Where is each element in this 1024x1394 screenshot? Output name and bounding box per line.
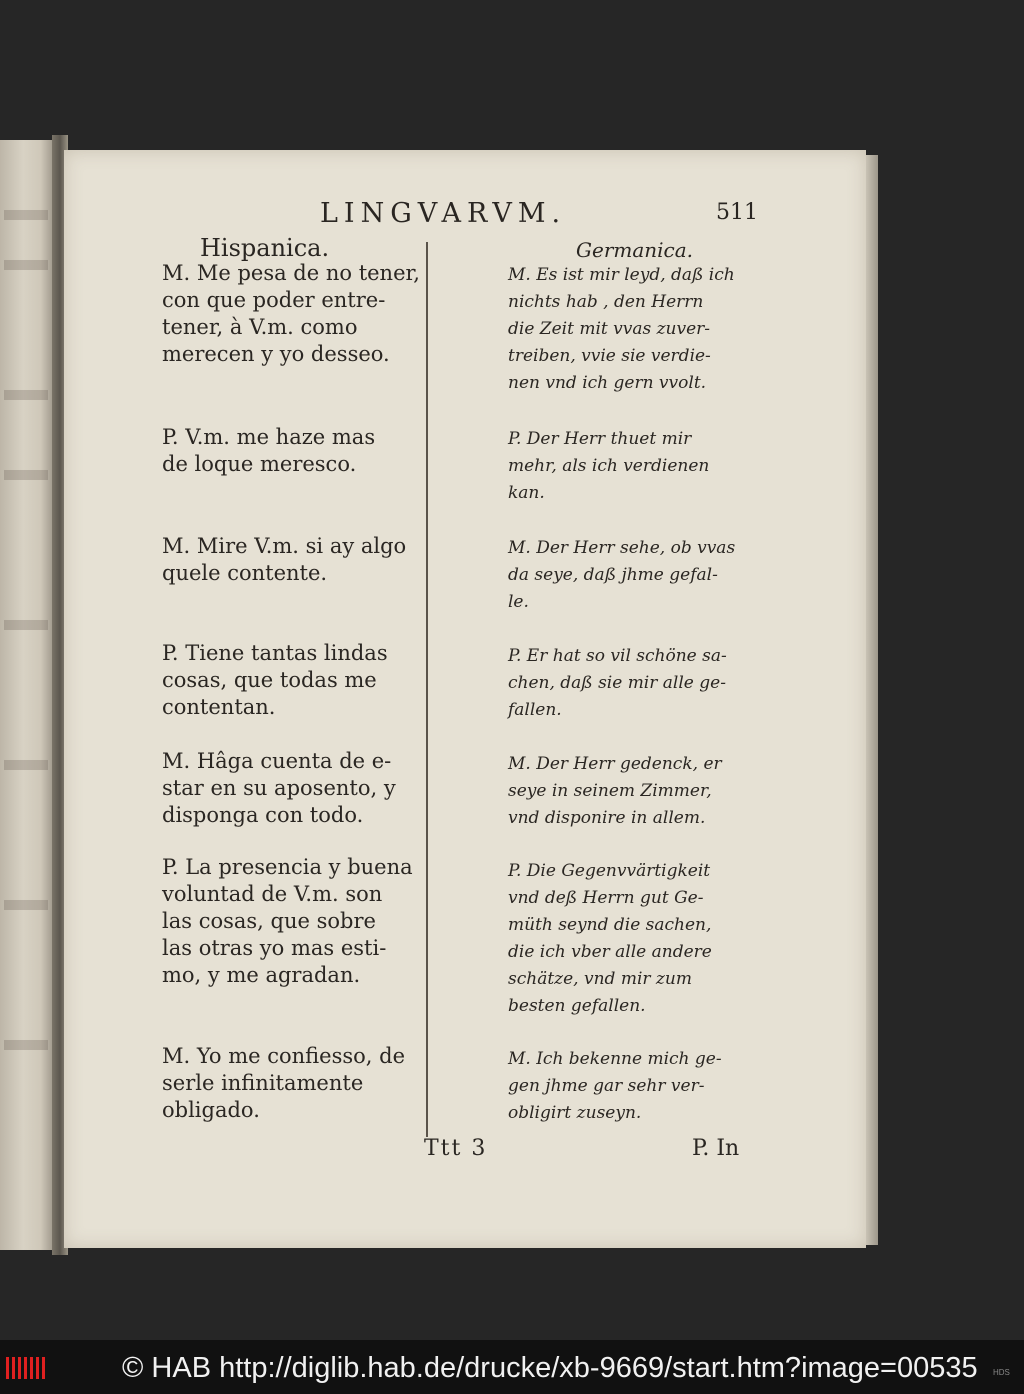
column-title-spanish: Hispanica.: [200, 234, 330, 262]
hab-logo-icon: [6, 1357, 48, 1379]
german-entry: P. Er hat so vil schöne sa- chen, daß sie mir alle ge- fallen.: [508, 646, 727, 720]
spanish-entry: M. Yo me confiesso, de serle infinitamente obligado.: [162, 1044, 406, 1122]
german-entry: P. Die Gegenvvärtigkeit vnd deß Herrn gut Ge- müth seynd die sachen, die ich vber alle andere schätze, vnd mir zum besten gefallen.: [508, 861, 712, 1016]
german-entry: M. Der Herr gedenck, er seye in seinem Zimmer, vnd disponire in allem.: [508, 754, 722, 828]
facing-page-text-fragment: [4, 900, 48, 910]
spanish-entry: P. V.m. me haze mas de loque meresco.: [162, 425, 376, 476]
facing-page-text-fragment: [4, 470, 48, 480]
german-entry: M. Es ist mir leyd, daß ich nichts hab , den Herrn die Zeit mit vvas zuver- treiben, vvie sie verdie- nen vnd ich gern vvolt.: [508, 265, 735, 393]
facing-page-edge: [0, 140, 58, 1250]
spanish-entry: P. Tiene tantas lindas cosas, que todas me contentan.: [162, 641, 388, 719]
facing-page-text-fragment: [4, 260, 48, 270]
running-header: LINGVARVM.: [320, 198, 567, 229]
catchword: P. In: [692, 1136, 740, 1161]
facing-page-text-fragment: [4, 620, 48, 630]
facing-page-text-fragment: [4, 390, 48, 400]
column-divider: [426, 242, 428, 1137]
spanish-entry: M. Mire V.m. si ay algo quele contente.: [162, 534, 407, 585]
source-url-link[interactable]: © HAB http://diglib.hab.de/drucke/xb-9669/start.htm?image=00535: [122, 1352, 978, 1384]
facing-page-text-fragment: [4, 1040, 48, 1050]
facing-page-text-fragment: [4, 210, 48, 220]
page-right-edge: [866, 155, 878, 1245]
german-entry: M. Ich bekenne mich ge- gen jhme gar sehr ver- obligirt zuseyn.: [508, 1049, 722, 1123]
spanish-entry: M. Me pesa de no tener, con que poder entre- tener, à V.m. como merecen y yo desseo.: [162, 261, 420, 366]
spanish-entry: P. La presencia y buena voluntad de V.m. son las cosas, que sobre las otras yo mas esti- mo, y me agradan.: [162, 855, 413, 987]
spanish-entry: M. Hâga cuenta de e- star en su aposento, y disponga con todo.: [162, 749, 396, 827]
facing-page-text-fragment: [4, 760, 48, 770]
german-entry: P. Der Herr thuet mir mehr, als ich verdienen kan.: [508, 429, 710, 503]
german-entry: M. Der Herr sehe, ob vvas da seye, daß jhme gefal- le.: [508, 538, 736, 612]
footer-mark: HDS: [993, 1368, 1010, 1377]
column-title-german: Germanica.: [576, 238, 694, 262]
page-number: 511: [716, 200, 758, 225]
signature-mark: Ttt 3: [424, 1136, 488, 1161]
